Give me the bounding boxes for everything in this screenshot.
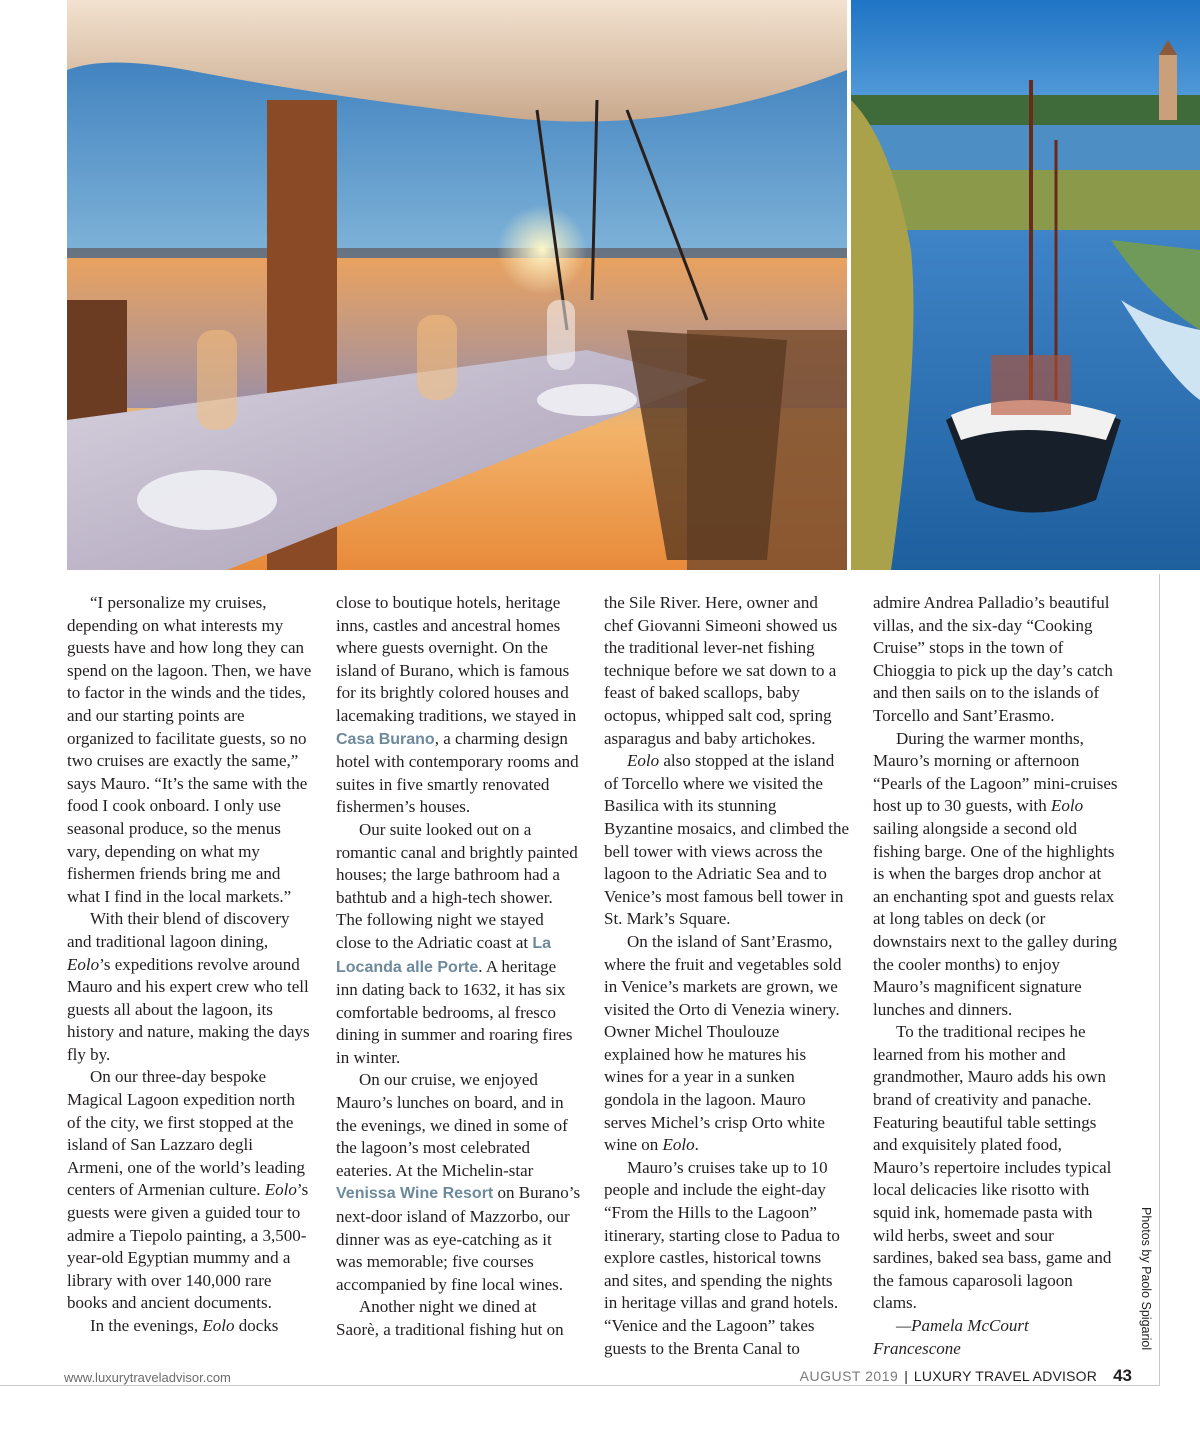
text-run: On our three-day bespoke Magical Lagoon expedition north of the city, we first stopped at the island of San Lazzaro degli Armeni, one of the world’s leading centers of Armenian culture. bbox=[67, 1067, 305, 1200]
text-run: With their blend of discovery and traditional lagoon dining, bbox=[67, 909, 290, 951]
divider-vertical bbox=[1159, 574, 1160, 1386]
boat-name: Eolo bbox=[1051, 796, 1084, 816]
text-run: Our suite looked out on a romantic canal and brightly painted houses; the large bathroom had a bathtub and a high-tech shower. The following night we stayed close to the Adriatic coast at bbox=[336, 819, 578, 952]
boat-name: Eolo bbox=[67, 954, 100, 974]
article-column-1 bbox=[67, 592, 312, 1338]
paragraph bbox=[67, 908, 312, 1066]
paragraph bbox=[604, 931, 849, 1157]
text-run: On our cruise, we enjoyed Mauro’s lunches on board, and in the evenings, we dined in some of the lagoon’s most celebrated eateries. At the Michelin-star bbox=[336, 1070, 568, 1180]
sunset-dining-illustration bbox=[67, 0, 847, 570]
text-run: on Burano’s next-door island of Mazzorbo, our dinner was as eye-catching as it was memorable; five courses accompanied by fine local wines. bbox=[336, 1183, 581, 1294]
issue-date: AUGUST 2019 bbox=[799, 1368, 899, 1384]
paragraph bbox=[336, 592, 581, 819]
article-column-3 bbox=[604, 592, 849, 1360]
photo-fishing-barge bbox=[851, 0, 1200, 570]
text-run: ’s guests were given a guided tour to admire a Tiepolo painting, a 3,500-year-old Egyptian mummy and a library with over 140,000 rare books and ancient documents. bbox=[67, 1180, 309, 1313]
text-run: . A heritage inn dating back to 1632, it has six comfortable bedrooms, al fresco dining in summer and roaring fires in winter. bbox=[336, 956, 573, 1067]
paragraph: To the traditional recipes he learned from his mother and grandmother, Mauro adds his own brand of creativity and panache. Featuring beautiful table settings and exquisitely plated food, Mauro’s repertoire includes typical local delicacies like risotto with squid ink, homemade pasta with wild herbs, sweet and sour sardines, baked sea bass, game and the famous caparosoli lagoon clams. bbox=[873, 1022, 1112, 1313]
article-column-2 bbox=[336, 592, 581, 1342]
text-run: also stopped at the island of Torcello where we visited the Basilica with its stunning Byzantine mosaics, and climbed the bell tower with views across the lagoon to the Adriatic Sea and to Venice’s most famous bell tower in St. Mark’s Square. bbox=[604, 751, 850, 929]
paragraph bbox=[67, 1315, 312, 1338]
footer-folio bbox=[800, 1366, 1132, 1386]
paragraph: Another night we dined at Saorè, a traditional fishing hut on bbox=[336, 1297, 564, 1339]
text-run: During the warmer months, Mauro’s morning or afternoon “Pearls of the Lagoon” mini-cruises host up to 30 guests, with bbox=[873, 728, 1118, 816]
boat-name: Eolo bbox=[202, 1316, 235, 1335]
text-run: docks bbox=[234, 1316, 279, 1335]
boat-name: Eolo bbox=[264, 1180, 297, 1200]
paragraph: the Sile River. Here, owner and chef Giovanni Simeoni showed us the traditional lever-net fishing technique before we sat down to a feast of baked scallops, baby octopus, whipped salt cod, spring asparagus and baby artichokes. bbox=[604, 593, 838, 748]
footer-website-link[interactable]: www.luxurytraveladvisor.com bbox=[64, 1370, 231, 1385]
text-run: On the island of Sant’Erasmo, where the fruit and vegetables sold in Venice’s markets are grown, we visited the Orto di Venezia winery. Owner Michel Thoulouze explained how he matures his wines for a year in a sunken gondola in the lagoon. Mauro serves Michel’s crisp Orto white wine on bbox=[604, 931, 842, 1155]
paragraph bbox=[604, 750, 849, 931]
photo-credit: Photos by Paolo Spigariol bbox=[1139, 1207, 1153, 1351]
boat-name: Eolo bbox=[662, 1135, 695, 1155]
paragraph bbox=[336, 1069, 581, 1296]
article-column-4 bbox=[873, 592, 1118, 1360]
venue-name: Venissa Wine Resort bbox=[336, 1185, 494, 1203]
paragraph bbox=[336, 819, 581, 1070]
text-run: In the evenings, bbox=[90, 1316, 203, 1335]
venue-name: Casa Burano bbox=[336, 730, 435, 748]
text-run: . bbox=[694, 1135, 699, 1155]
boat-name: Eolo bbox=[627, 751, 660, 771]
paragraph bbox=[873, 728, 1118, 1022]
text-run: close to boutique hotels, heritage inns, castles and ancestral homes where guests overnight. On the island of Burano, which is famous for its brightly colored houses and lacemaking traditions, we stayed in bbox=[336, 593, 577, 725]
paragraph: admire Andrea Palladio’s beautiful villas, and the six-day “Cooking Cruise” stops in the town of Chioggia to pick up the day’s catch and then sails on to the islands of Torcello and Sant’Erasmo. bbox=[873, 593, 1113, 725]
paragraph: “I personalize my cruises, depending on what interests my guests have and how long they can spend on the lagoon. Then, we have to factor in the winds and the tides, and our starting points are organized to facilitate guests, so no two cruises are exactly the same,” says Mauro. “It’s the same with the food I cook onboard. I only use seasonal produce, so the menus vary, depending on what my fishermen friends bring me and what I find in the local markets.” bbox=[67, 593, 312, 906]
text-run: sailing alongside a second old fishing barge. One of the highlights is when the barges drop anchor at an enchanting spot and guests relax at long tables on deck (or downstairs next to the galley during the cooler months) to enjoy Mauro’s magnificent signature lunches and dinners. bbox=[873, 818, 1118, 1019]
paragraph: Mauro’s cruises take up to 10 people and include the eight-day “From the Hills to the Lagoon” itinerary, starting close to Padua to explore castles, historical towns and sites, and spending the nights in heritage villas and grand hotels. “Venice and the Lagoon” takes guests to the Brenta Canal to bbox=[604, 1157, 840, 1358]
folio-separator: | bbox=[904, 1368, 908, 1384]
author-signature: —Pamela McCourt Francescone bbox=[873, 1316, 1029, 1358]
page-number: 43 bbox=[1113, 1366, 1132, 1385]
photo-deck-dining bbox=[67, 0, 847, 570]
barge-canal-illustration bbox=[851, 0, 1200, 570]
text-run: ’s expeditions revolve around Mauro and his expert crew who tell guests all about the lagoon, its history and nature, making the days fly by. bbox=[67, 954, 310, 1064]
venue-name: La Locanda alle Porte bbox=[336, 934, 552, 976]
magazine-name: LUXURY TRAVEL ADVISOR bbox=[913, 1368, 1098, 1384]
text-run: , a charming design hotel with contemporary rooms and suites in five smartly renovated fishermen’s houses. bbox=[336, 728, 579, 817]
paragraph bbox=[67, 1066, 312, 1315]
